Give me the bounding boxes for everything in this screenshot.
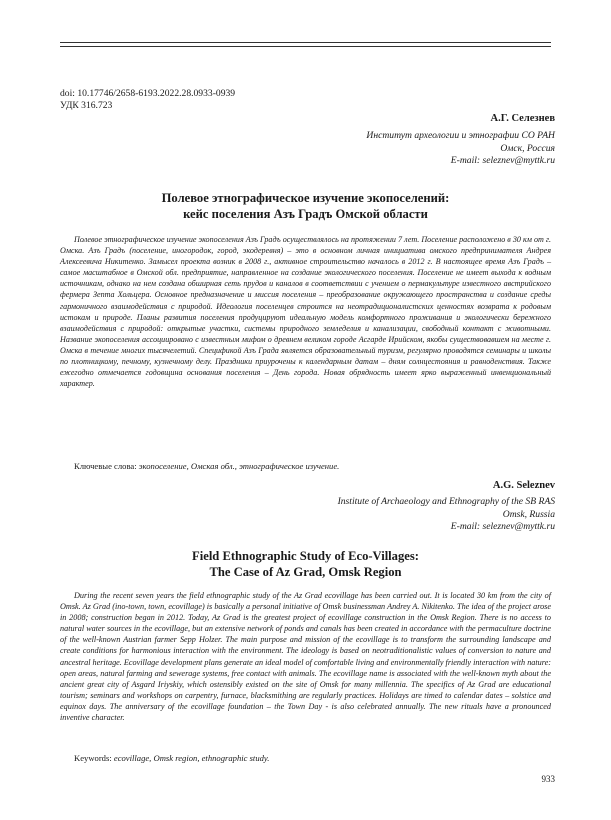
keywords-en-label: Keywords: xyxy=(74,753,112,763)
affiliation-en-email[interactable]: E-mail: seleznev@myttk.ru xyxy=(450,521,555,533)
abstract-en: During the recent seven years the field ethnographic study of the Az Grad ecovillage has been carried out. It is located 30 km from the city of Omsk. Az Grad (ino-town, town, ecovillage) is basically a personal initiative of Omsk businessman Andrey A. Nikitenko. The idea of the project arose in 2008; construction began in 2012. Today, Az Grad is the greatest project of ecovillage construction in the Omsk Region. There is no access to natural water sources in the ecovillage, but an extensive network of ponds and canals has been created in accordance with the permaculture doctrine of the well-known Austrian farmer Sepp Holzer. The main purpose and mission of the ecovillage is to transform the surrounding landscape and create conditions for harmonious interaction with the environment. The ideology is based on neotraditionalistic values of conversion to nature and ancestral heritage. Ecovillage development plans generate an ideal model of comfortable living and environmentally friendly interaction with nature: open areas, natural farming and sewerage systems, free contact with animals. The ecovillage name is associated with the well-known myth about the ancient great city of Asgard Iriyskiy, which ostensibly existed on the site of Omsk for many millennia. The specifics of Az Grad are educational tourism; seminars and workshops on carpentry, furnace, blacksmithing are regularly practices. Holidays are timed to calendar dates – solstice and equinox days. The anniversary of the ecovillage foundation – the Town Day - is also celebrated annually. The new rituals have a pronounced inventive character. xyxy=(60,591,551,723)
title-en-line1: Field Ethnographic Study of Eco-Villages: xyxy=(192,549,419,563)
header-rule-thin xyxy=(60,46,551,47)
keywords-en-list: ecovillage, Omsk region, ethnographic study. xyxy=(113,753,270,763)
keywords-ru-label: Ключевые слова: xyxy=(74,461,137,471)
affiliation-ru-city: Омск, Россия xyxy=(500,142,555,154)
affiliation-ru-institute: Институт археологии и этнографии СО РАН xyxy=(366,130,555,141)
author-en: A.G. Seleznev xyxy=(492,480,555,491)
affiliation-ru xyxy=(366,130,555,168)
page-number: 933 xyxy=(541,774,555,784)
header-rule-thick xyxy=(60,42,551,43)
affiliation-en-city: Omsk, Russia xyxy=(502,508,555,520)
affiliation-en xyxy=(338,496,555,534)
udk: УДК 316.723 xyxy=(60,100,113,111)
affiliation-ru-email[interactable]: E-mail: seleznev@myttk.ru xyxy=(450,155,555,167)
title-ru-line1: Полевое этнографическое изучение экопоселений: xyxy=(161,191,450,205)
doi[interactable]: doi: 10.17746/2658-6193.2022.28.0933-0939 xyxy=(60,88,236,99)
title-en-line2: The Case of Az Grad, Omsk Region xyxy=(209,565,402,579)
title-en xyxy=(60,548,551,580)
title-ru-line2: кейс поселения Азъ Градъ Омской области xyxy=(183,207,428,221)
affiliation-en-institute: Institute of Archaeology and Ethnography of the SB RAS xyxy=(337,496,555,507)
title-ru xyxy=(60,190,551,222)
keywords-en xyxy=(74,753,269,764)
author-ru: А.Г. Селезнев xyxy=(490,113,555,124)
keywords-ru xyxy=(74,461,339,472)
abstract-ru: Полевое этнографическое изучение экопоселения Азъ Градъ осуществлялось на протяжении 7 лет. Поселение расположено в 30 км от г. Омска. Азъ Градъ (поселение, иногородок, город, экодеревня) – это в основном личная инициатива омского предпринимателя Андрея Алексеевича Никитенко. Замысел проекта возник в 2008 г., активное строительство началось в 2012 г. В настоящее время Азъ Градъ – самое масштабное в Омской обл. предприятие, направленное на создание экологического поселения. Поселение не имеет выхода к водным источникам, однако на нем создана обширная сеть прудов и каналов в соответствии с учением о пермакультуре известного австрийского фермера Зепта Хольцера. Основное предназначение и миссия поселения – преобразование окружающего пространства и создание среды гармоничного взаимодействия с природой. Идеология поселенцев строится на неотрадиционалистских ценностях возврата к родовым истокам и природе. Планы развития поселения продуцируют идеальную модель комфортного проживания и экологически бережного взаимодействия с природой: открытые участки, системы природного земледелия и канализации, свободный контакт с животными. Название экопоселения ассоциировано с известным мифом о древнем великом городе Асгарде Ирийском, якобы существовавшем на месте г. Омска в течение многих тысячелетий. Спецификой Азъ Града является образовательный туризм, регулярно проводятся семинары и школы по плотницкому, печному, кузнечному делу. Праздники приурочены к календарным датам – дням солнцестояния и равноденствия. Также ежегодно отмечается годовщина основания поселения – День города. Новая обрядность имеет ярко выраженный инвенциональный характер. xyxy=(60,235,551,389)
keywords-ru-list: экопоселение, Омская обл., этнографическое изучение. xyxy=(138,461,340,471)
